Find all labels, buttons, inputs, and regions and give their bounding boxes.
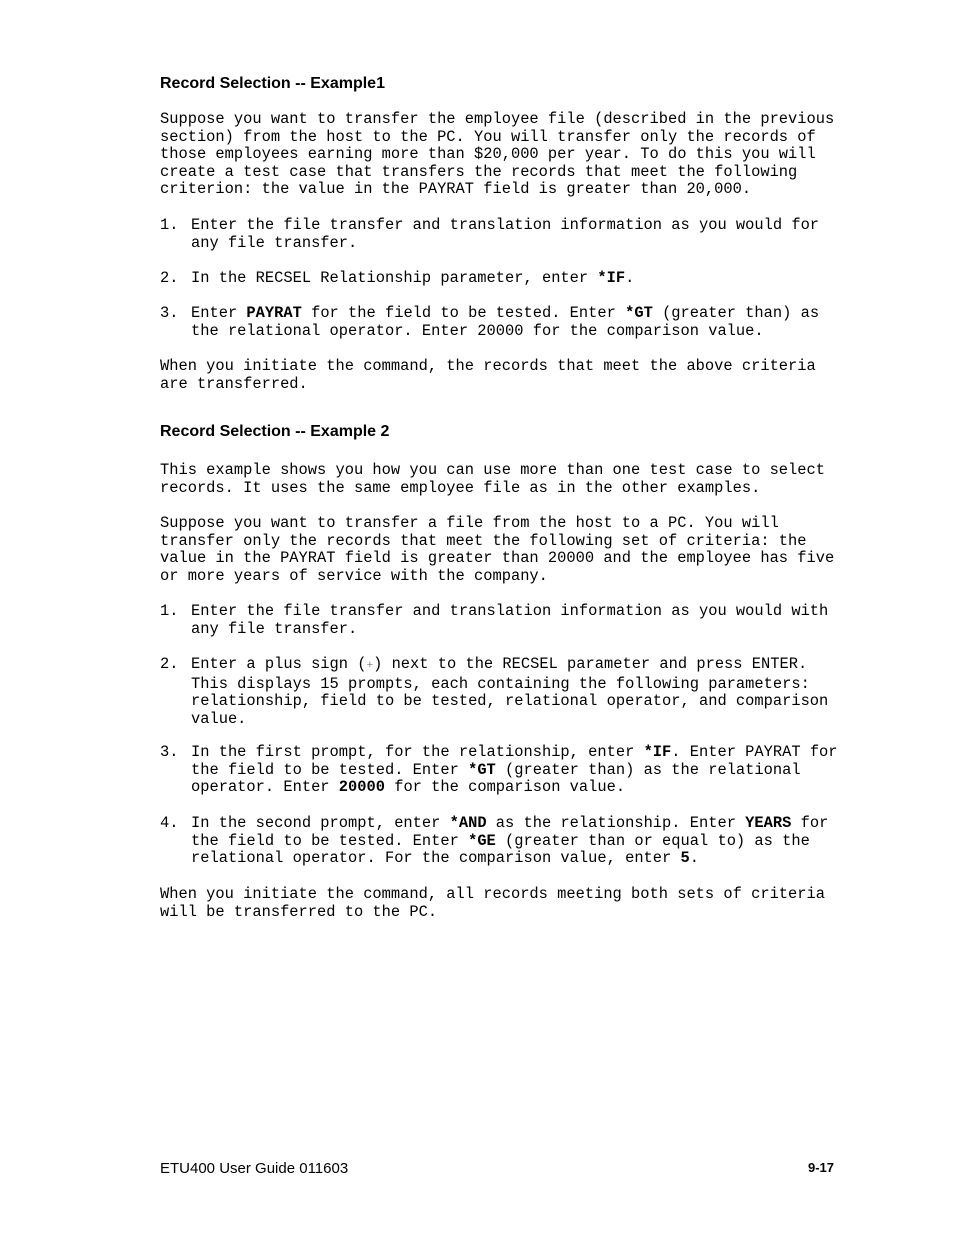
step-text: Enter PAYRAT for the field to be tested. Enter *GT (greater than) as the relational operator. Enter 20000 for the comparison value.: [191, 304, 829, 340]
bold-value: 20000: [338, 778, 385, 797]
example1-intro: Suppose you want to transfer the employee file (described in the previous section) from the host to the PC. You will transfer only the records of those employees earning more than $20,000 per year. To do this you will create a test case that transfers the records that meet the following criterion: the value in the PAYRAT field is greater than 20,000.: [160, 110, 844, 199]
page-body: [160, 0, 850, 1235]
example1-step-2: [160, 270, 850, 288]
bold-value: 5: [680, 849, 690, 868]
example2-step-2: [160, 656, 850, 728]
step-number: 2.: [160, 269, 179, 287]
bold-value: *GE: [468, 831, 496, 850]
bold-value: PAYRAT: [246, 304, 302, 322]
step-text: Enter the file transfer and translation information as you would for any file transfer.: [191, 216, 829, 252]
step-text: In the first prompt, for the relationship, enter *IF. Enter PAYRAT for the field to be tested. Enter *GT (greater than) as the relational operator. Enter 20000 for the comparison value.: [191, 743, 847, 797]
example2-intro-1: This example shows you how you can use more than one test case to select records. It uses the same employee file as in the other examples.: [160, 461, 835, 497]
bold-value: *IF: [597, 269, 626, 287]
bold-value: YEARS: [745, 814, 792, 832]
plus-sign-icon: +: [366, 660, 374, 672]
example2-step-3: [160, 744, 850, 797]
bold-value: *AND: [449, 814, 487, 832]
example2-closing: When you initiate the command, all records meeting both sets of criteria will be transferred to the PC.: [160, 885, 835, 921]
page-number: 9-17: [807, 1160, 834, 1175]
step-number: 3.: [160, 304, 179, 322]
bold-value: *IF: [643, 743, 672, 761]
footer-document-title: ETU400 User Guide 011603: [160, 1160, 349, 1177]
example1-step-1: [160, 217, 850, 252]
section-heading-example2: Record Selection -- Example 2: [160, 423, 390, 440]
step-number: 1.: [160, 216, 179, 234]
step-text: In the RECSEL Relationship parameter, enter *IF.: [191, 269, 635, 287]
step-number: 1.: [160, 602, 179, 620]
step-number: 4.: [160, 814, 179, 832]
example2-intro-2: Suppose you want to transfer a file from the host to a PC. You will transfer only the records that meet the following set of criteria: the value in the PAYRAT field is greater than 20000 and the employee has five or more years of service with the company.: [160, 514, 844, 585]
step-text: In the second prompt, enter *AND as the relationship. Enter YEARS for the field to be tested. Enter *GE (greater than or equal to) as the relational operator. For the comparison value, enter 5.: [191, 814, 838, 868]
bold-value: *GT: [468, 760, 496, 779]
step-text: Enter the file transfer and translation information as you would with any file transfer.: [191, 602, 838, 638]
bold-value: *GT: [625, 304, 653, 322]
example2-step-1: [160, 603, 850, 638]
example2-step-4: [160, 815, 850, 868]
section-heading-example1: Record Selection -- Example1: [160, 75, 385, 92]
step-text: Enter a plus sign (+) next to the RECSEL parameter and press ENTER. This displays 15 prompts, each containing the following parameters: relationship, field to be tested, relational operator, and comparison value.: [191, 655, 838, 728]
step-number: 2.: [160, 655, 179, 673]
example1-step-3: [160, 305, 850, 340]
example1-closing: When you initiate the command, the records that meet the above criteria are transferred.: [160, 357, 825, 393]
step-number: 3.: [160, 743, 179, 761]
